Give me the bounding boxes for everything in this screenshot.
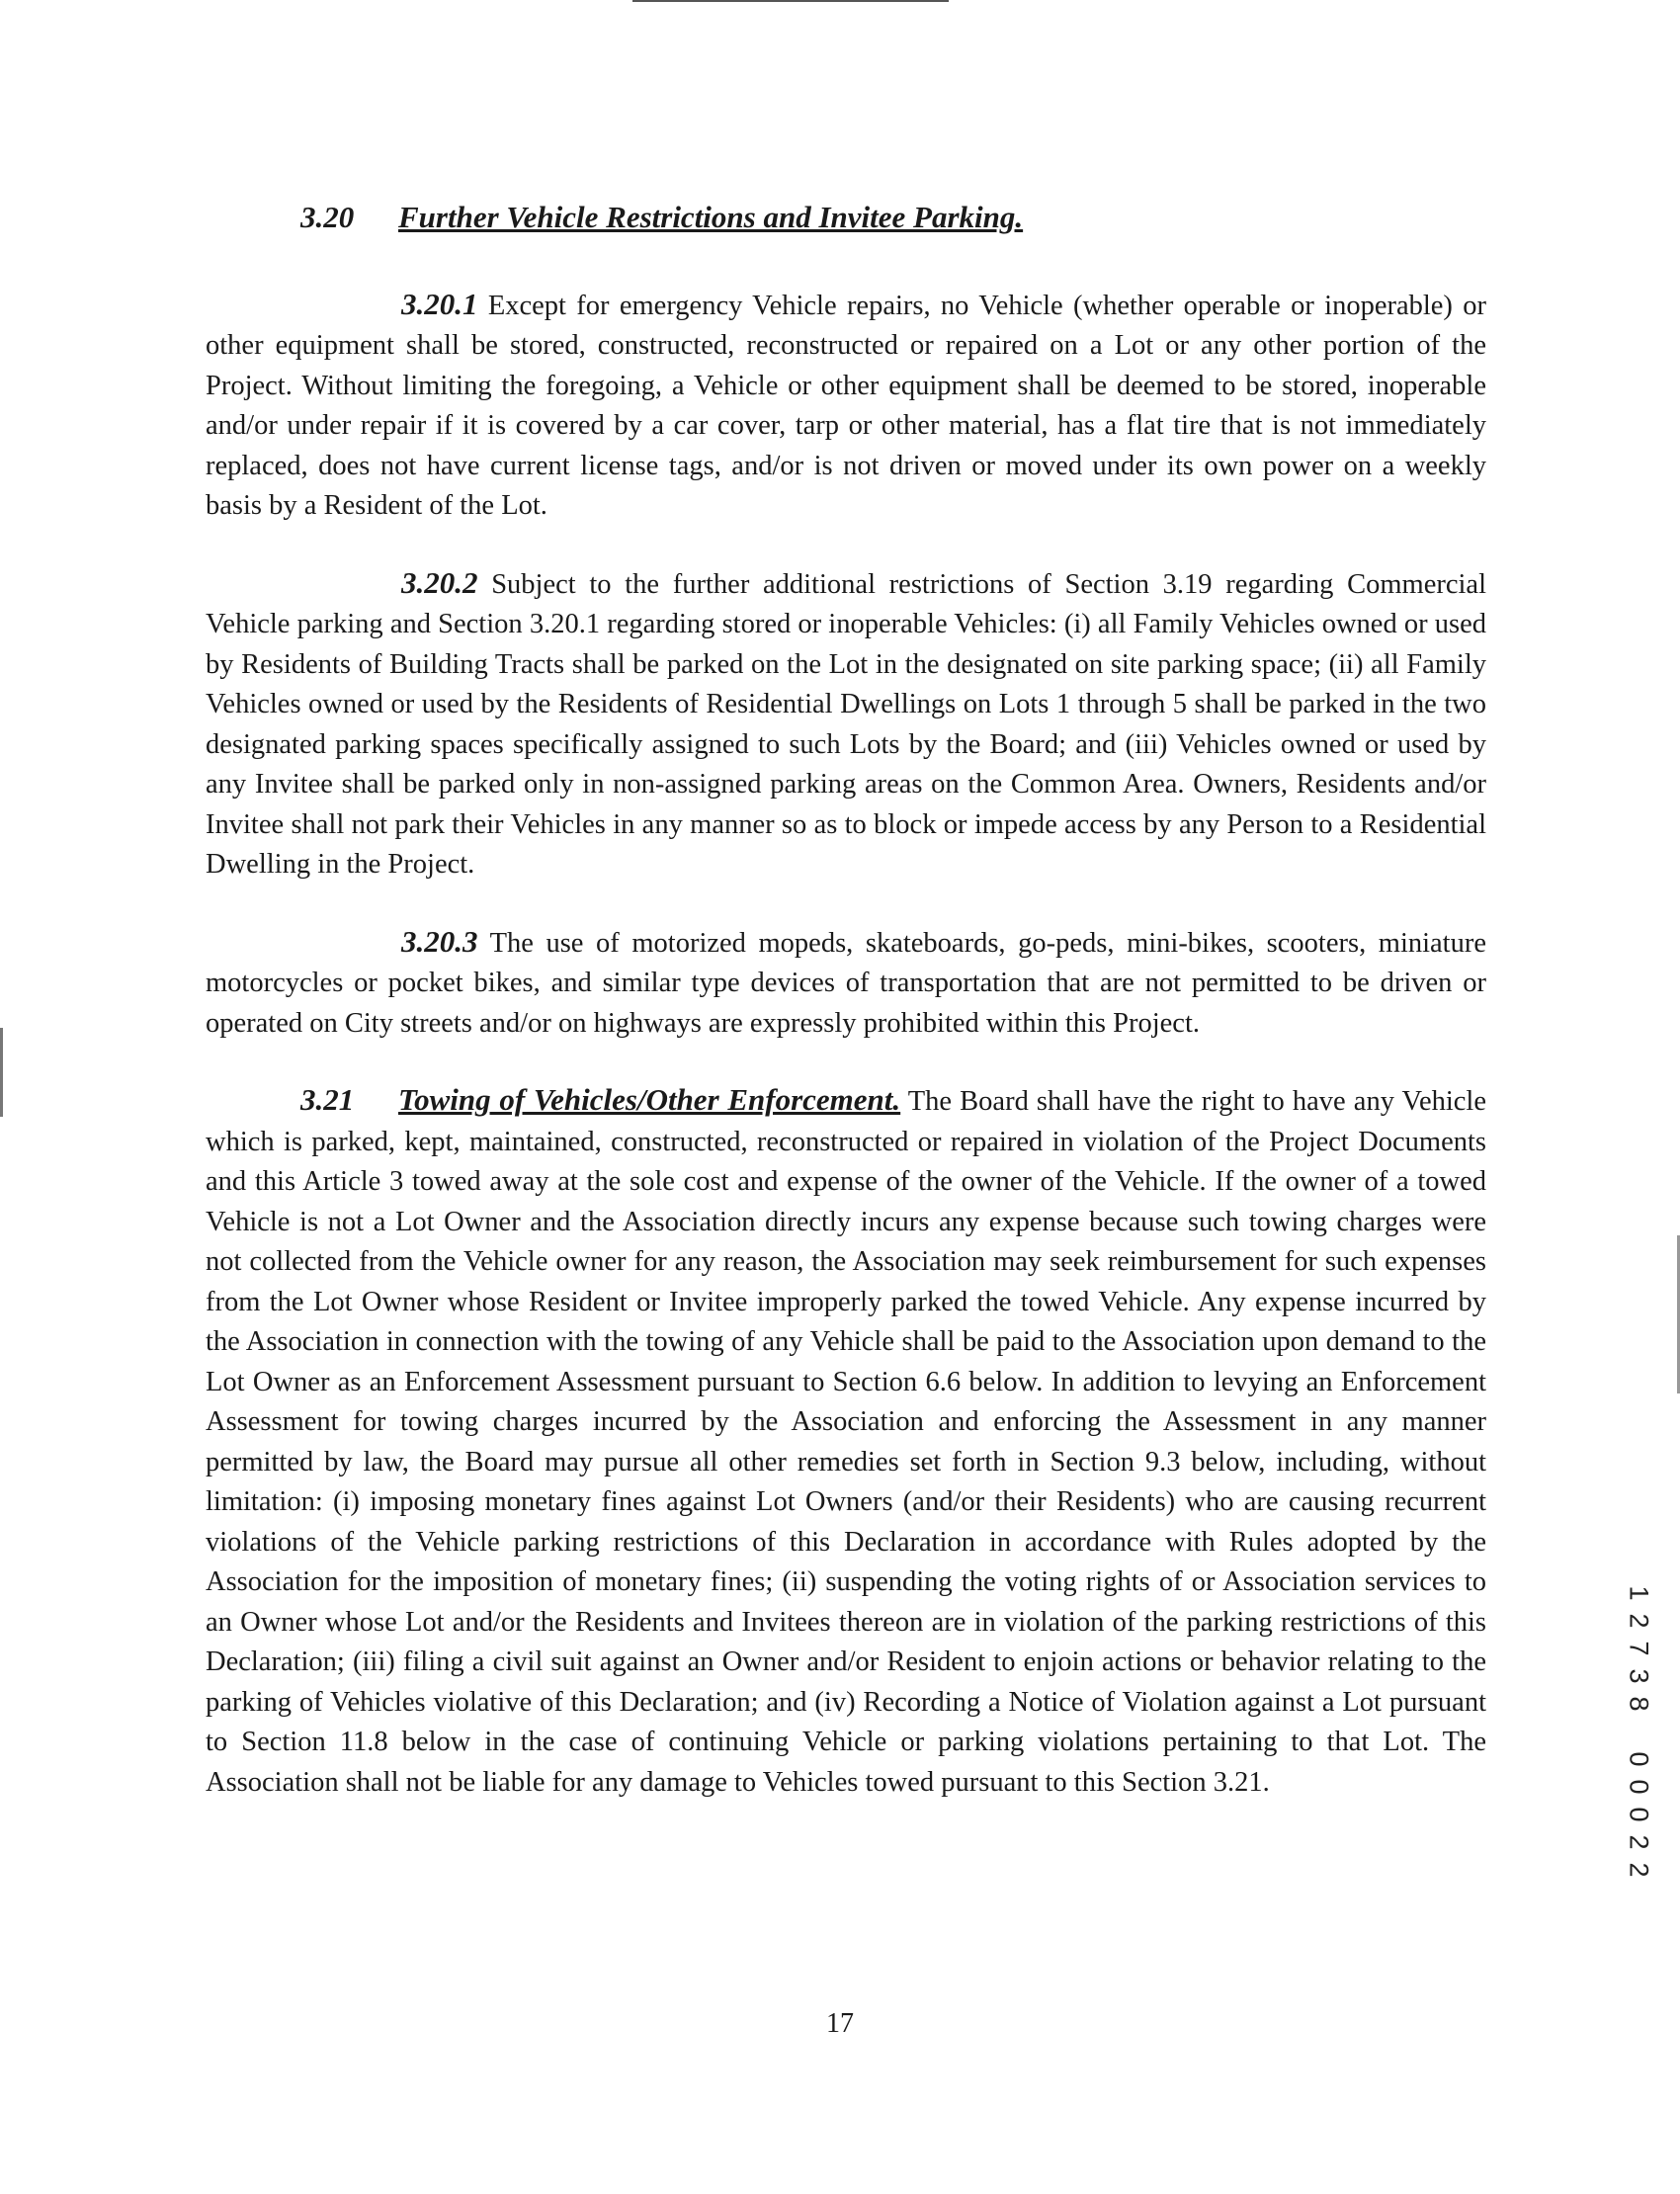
paragraph-3-20-1-text: Except for emergency Vehicle repairs, no Vehicle (whether operable or inoperable) or other equipment shall be stored, constructed, reconstructed or repaired on a Lot or any other portion of the Project. Without limiting the foregoing, a Vehicle or other equipment shall be deemed to be stored, inoperable and/or under repair if it is covered by a car cover, tarp or other material, has a flat tire that is not immediately replaced, does not have current license tags, and/or is not driven or moved under its own power on a weekly basis by a Resident of the Lot. xyxy=(206,290,1486,521)
document-body xyxy=(206,198,1486,1839)
paragraph-3-20-3-text: The use of motorized mopeds, skateboards, go-peds, mini-bikes, scooters, miniature motorcycles or pocket bikes, and similar type devices of transportation that are not permitted to be driven or operated on City streets and/or on highways are expressly prohibited within this Project. xyxy=(206,927,1486,1039)
stamp-digit: 8 xyxy=(1625,1696,1654,1712)
stamp-group-2 xyxy=(1625,1745,1654,1884)
stamp-digit: 1 xyxy=(1625,1585,1654,1601)
stamp-digit: 2 xyxy=(1625,1862,1654,1878)
section-3-21-title: Towing of Vehicles/Other Enforcement. xyxy=(398,1082,901,1117)
paragraph-3-20-2-text: Subject to the further additional restrictions of Section 3.19 regarding Commercial Vehicle parking and Section 3.20.1 regarding stored or inoperable Vehicles: (i) all Family Vehicles owned or used by Residents of Building Tracts shall be parked on the Lot in the designated on site parking space; (ii) all Family Vehicles owned or used by the Residents of Residential Dwellings on Lots 1 through 5 shall be parked in the two designated parking spaces specifically assigned to such Lots by the Board; and (iii) Vehicles owned or used by any Invitee shall be parked only in non-assigned parking areas on the Common Area. Owners, Residents and/or Invitee shall not park their Vehicles in any manner so as to block or impede access by any Person to a Residential Dwelling in the Project. xyxy=(206,568,1486,880)
paragraph-3-20-3-number: 3.20.3 xyxy=(401,923,478,959)
section-3-21-paragraph xyxy=(206,1080,1486,1803)
section-3-20-number: 3.20 xyxy=(300,200,355,234)
scan-artifact-left xyxy=(0,1028,3,1117)
stamp-digit: 7 xyxy=(1625,1641,1654,1656)
section-3-20-heading xyxy=(300,198,1486,238)
stamp-digit: 0 xyxy=(1625,1751,1654,1767)
stamp-digit: 0 xyxy=(1625,1779,1654,1795)
paragraph-3-20-2 xyxy=(206,563,1486,886)
paragraph-3-20-3 xyxy=(206,922,1486,1045)
paragraph-3-20-1 xyxy=(206,285,1486,527)
stamp-group-1 xyxy=(1625,1579,1654,1718)
section-3-21-number: 3.21 xyxy=(300,1082,355,1117)
stamp-digit: 2 xyxy=(1625,1834,1654,1850)
section-3-20-title: Further Vehicle Restrictions and Invitee Parking. xyxy=(398,200,1024,234)
stamp-digit: 0 xyxy=(1625,1807,1654,1822)
page-number: 17 xyxy=(826,2008,854,2039)
margin-document-stamp xyxy=(1625,1579,1654,1884)
stamp-digit: 3 xyxy=(1625,1668,1654,1684)
scan-artifact-top xyxy=(632,0,949,5)
stamp-digit: 2 xyxy=(1625,1613,1654,1629)
section-3-21-text: The Board shall have the right to have any Vehicle which is parked, kept, maintained, constructed, reconstructed or repaired in violation of the Project Documents and this Article 3 towed away at the sole cost and expense of the owner of the Vehicle. If the owner of a towed Vehicle is not a Lot Owner and the Association directly incurs any expense because such towing charges were not collected from the Vehicle owner for any reason, the Association may seek reimbursement for such expenses from the Lot Owner whose Resident or Invitee improperly parked the towed Vehicle. Any expense incurred by the Association in connection with the towing of any Vehicle shall be paid to the Association upon demand to the Lot Owner as an Enforcement Assessment pursuant to Section 6.6 below. In addition to levying an Enforcement Assessment for towing charges incurred by the Association and enforcing the Assessment in any manner permitted by law, the Board may pursue all other remedies set forth in Section 9.3 below, including, without limitation: (i) imposing monetary fines against Lot Owners (and/or their Residents) who are causing recurrent violations of the Vehicle parking restrictions of this Declaration in accordance with Rules adopted by the Association for the imposition of monetary fines; (ii) suspending the voting rights of or Association services to an Owner whose Lot and/or the Residents and Invitees thereon are in violation of the parking restrictions of this Declaration; (iii) filing a civil suit against an Owner and/or Resident to enjoin actions or behavior relating to the parking of Vehicles violative of this Declaration; and (iv) Recording a Notice of Violation against a Lot pursuant to Section 11.8 below in the case of continuing Vehicle or parking violations pertaining to that Lot. The Association shall not be liable for any damage to Vehicles towed pursuant to this Section 3.21. xyxy=(206,1086,1487,1798)
paragraph-3-20-1-number: 3.20.1 xyxy=(401,286,478,321)
paragraph-3-20-2-number: 3.20.2 xyxy=(401,564,478,600)
